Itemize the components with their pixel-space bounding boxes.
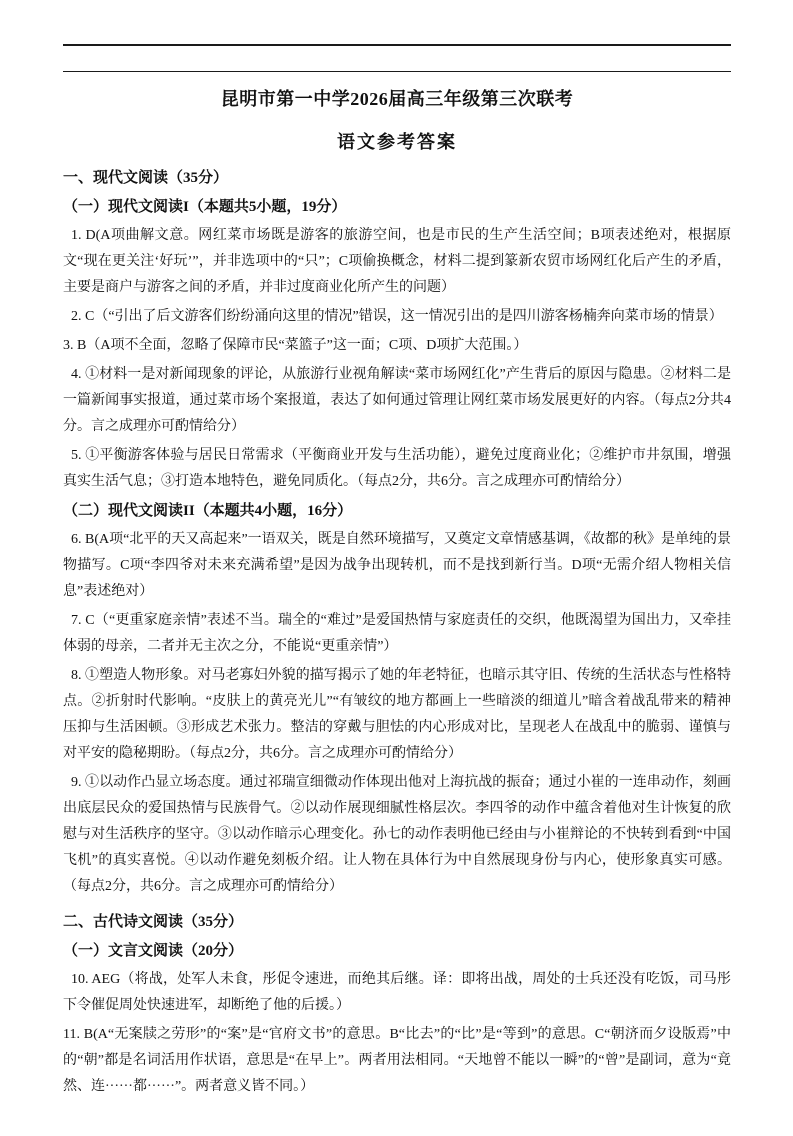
- answer-paragraph: 4. ①材料一是对新闻现象的评论，从旅游行业视角解读“菜市场网红化”产生背后的原因与隐患。②材料二是一篇新闻事实报道，通过菜市场个案报道，表达了如何通过管理让网红菜市场发展更好的内容。（每点2分共4分。言之成理亦可酌情给分）: [63, 367, 731, 434]
- section-heading: 一、现代文阅读（35分）: [63, 170, 229, 186]
- answer-paragraph: 6. B(A项“北平的天又高起来”一语双关，既是自然环境描写，又奠定文章情感基调，《故都的秋》是单纯的景物描写。C项“李四爷对未来充满希望”是因为战争出现转机，而不是找到新行当。D项“无需介绍人物相关信息”表述绝对）: [63, 532, 731, 599]
- document-title: 昆明市第一中学2026届高三年级第三次联考: [220, 89, 574, 109]
- subsection-heading: （一）现代文阅读I（本题共5小题，19分）: [63, 199, 347, 215]
- answer-paragraph: 5. ①平衡游客体验与居民日常需求（平衡商业开发与生活功能），避免过度商业化；②维护市井氛围，增强真实生活气息；③打造本地特色，避免同质化。（每点2分，共6分。言之成理亦可酌情给分）: [63, 448, 731, 489]
- answer-paragraph: 2. C（“引出了后文游客们纷纷涌向这里的情况”错误，这一情况引出的是四川游客杨楠奔向菜市场的情景）: [71, 309, 723, 324]
- section-heading: 二、古代诗文阅读（35分）: [63, 914, 244, 930]
- header-rule-top: [63, 44, 731, 46]
- answer-paragraph: 1. D(A项曲解文意。网红菜市场既是游客的旅游空间，也是市民的生产生活空间；B项表述绝对，根据原文“现在更关注‘好玩’”，并非选项中的“只”；C项偷换概念，材料二提到篆新农贸市场网红化后产生的矛盾，主要是商户与游客之间的矛盾，并非过度商业化所产生的问题）: [63, 228, 731, 295]
- subsection-heading: （一）文言文阅读（20分）: [63, 943, 244, 959]
- answer-paragraph: 7. C（“更重家庭亲情”表述不当。瑞全的“难过”是爱国热情与家庭责任的交织，他既渴望为国出力，又牵挂体弱的母亲，二者并无主次之分，不能说“更重亲情”）: [63, 613, 731, 654]
- document-body: [63, 165, 731, 1100]
- answer-paragraph: 9. ①以动作凸显立场态度。通过祁瑞宣细微动作体现出他对上海抗战的振奋；通过小崔的一连串动作，刻画出底层民众的爱国热情与民族骨气。②以动作展现细腻性格层次。李四爷的动作中蕴含着他对生计恢复的欣慰与对生活秩序的坚守。③以动作暗示心理变化。孙七的动作表明他已经由与小崔辩论的不快转到看到“中国飞机”的真实喜悦。④以动作避免刻板介绍。让人物在具体行为中自然展现身份与内心，使形象真实可感。（每点2分，共6分。言之成理亦可酌情给分）: [63, 775, 731, 894]
- answer-paragraph: 3. B（A项不全面，忽略了保障市民“菜篮子”这一面；C项、D项扩大范围。）: [63, 338, 528, 353]
- document-subtitle: 语文参考答案: [337, 132, 457, 152]
- header-rule-bottom: [63, 71, 731, 72]
- answer-paragraph: 8. ①塑造人物形象。对马老寡妇外貌的描写揭示了她的年老特征，也暗示其守旧、传统的生活状态与性格特点。②折射时代影响。“皮肤上的黄亮光儿”“有皱纹的地方都画上一些暗淡的细道儿”暗含着战乱带来的精神压抑与生活困顿。③形成艺术张力。整洁的穿戴与胆怯的内心形成对比，呈现老人在战乱中的脆弱、谨慎与对平安的隐秘期盼。（每点2分，共6分。言之成理亦可酌情给分）: [63, 668, 731, 761]
- answer-paragraph: 10. AEG（将战，处军人未食，彤促令速进，而绝其后继。译：即将出战，周处的士兵还没有吃饭，司马彤下令催促周处快速进军，却断绝了他的后援。）: [63, 972, 731, 1013]
- subsection-heading: （二）现代文阅读II（本题共4小题，16分）: [63, 503, 353, 519]
- answer-paragraph: 11. B(A“无案牍之劳形”的“案”是“官府文书”的意思。B“比去”的“比”是“等到”的意思。C“朝济而夕设版焉”中的“朝”都是名词活用作状语，意思是“在早上”。两者用法相同。“天地曾不能以一瞬”的“曾”是副词，意为“竟然、连······都······”。两者意义皆不同。）: [63, 1027, 731, 1094]
